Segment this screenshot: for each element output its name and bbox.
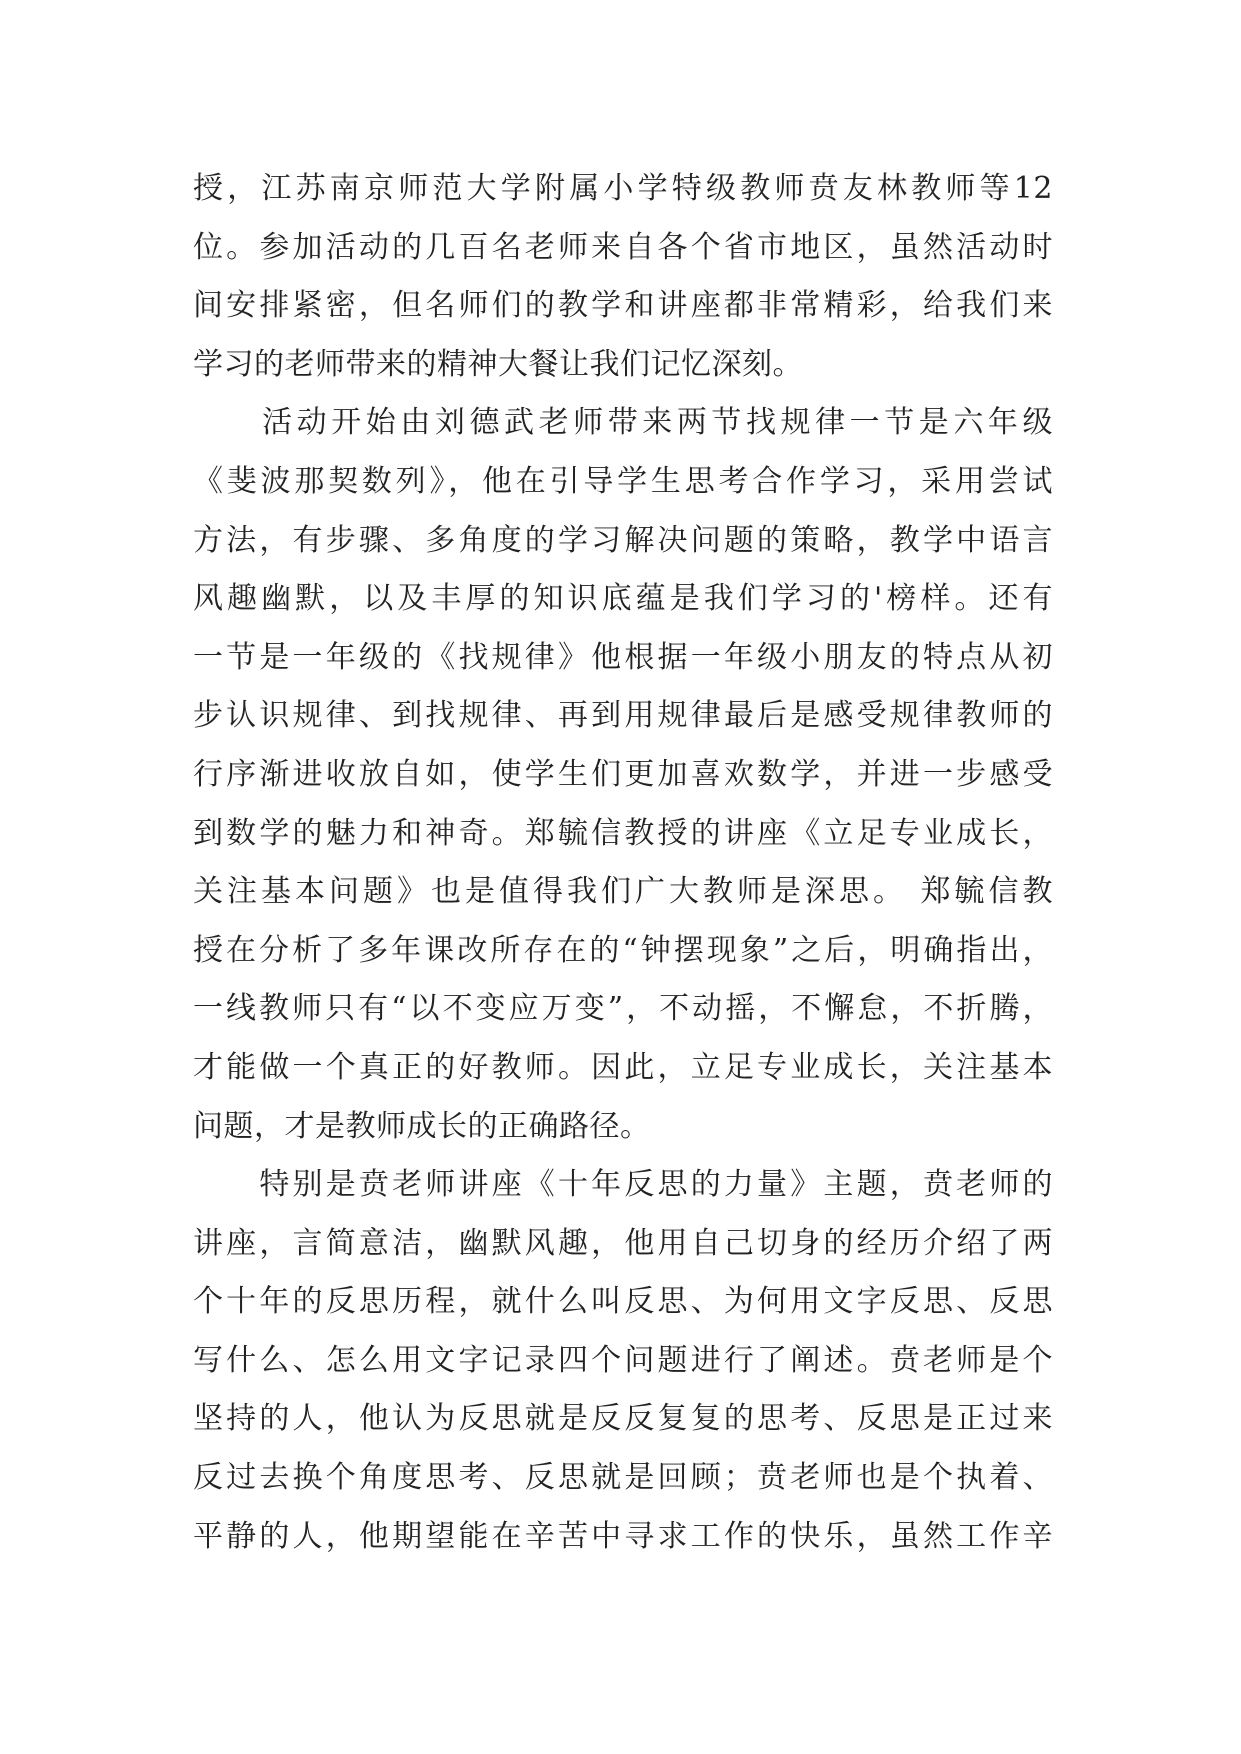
text-line: 授，江苏南京师范大学附属小学特级教师贲友林教师等12 xyxy=(193,171,1053,206)
text-line: 行序渐进收放自如，使学生们更加喜欢数学，并进一步感受 xyxy=(193,756,1053,792)
text-line: 特别是贲老师讲座《十年反思的力量》主题，贲老师的 xyxy=(193,1167,1053,1203)
body-text xyxy=(193,160,1053,1566)
text-line: 讲座，言简意洁，幽默风趣，他用自己切身的经历介绍了两 xyxy=(193,1225,1053,1261)
text-line: 问题，才是教师成长的正确路径。 xyxy=(193,1108,651,1144)
text-line: 步认识规律、到找规律、再到用规律最后是感受规律教师的 xyxy=(193,698,1053,734)
text-line: 平静的人，他期望能在辛苦中寻求工作的快乐，虽然工作辛 xyxy=(193,1518,1053,1554)
text-line: 学习的老师带来的精神大餐让我们记忆深刻。 xyxy=(193,346,803,382)
text-line: 《斐波那契数列》，他在引导学生思考合作学习，采用尝试 xyxy=(193,463,1053,499)
text-line: 反过去换个角度思考、反思就是回顾；贲老师也是个执着、 xyxy=(193,1460,1053,1496)
text-line: 一节是一年级的《找规律》他根据一年级小朋友的特点从初 xyxy=(193,639,1053,675)
text-line: 活动开始由刘德武老师带来两节找规律一节是六年级 xyxy=(193,405,1053,441)
text-line: 坚持的人，他认为反思就是反反复复的思考、反思是正过来 xyxy=(193,1401,1053,1437)
text-line: 风趣幽默，以及丰厚的知识底蕴是我们学习的'榜样。还有 xyxy=(193,581,1053,617)
text-line: 才能做一个真正的好教师。因此，立足专业成长，关注基本 xyxy=(193,1049,1053,1085)
text-line: 位。参加活动的几百名老师来自各个省市地区，虽然活动时 xyxy=(193,229,1053,265)
text-line: 写什么、怎么用文字记录四个问题进行了阐述。贲老师是个 xyxy=(193,1342,1053,1378)
text-line: 个十年的反思历程，就什么叫反思、为何用文字反思、反思 xyxy=(193,1284,1053,1320)
text-line: 授在分析了多年课改所存在的“钟摆现象”之后，明确指出， xyxy=(193,932,1053,968)
text-line: 间安排紧密，但名师们的教学和讲座都非常精彩，给我们来 xyxy=(193,288,1053,324)
text-line: 关注基本问题》也是值得我们广大教师是深思。 郑毓信教 xyxy=(193,874,1053,910)
text-line: 方法，有步骤、多角度的学习解决问题的策略，教学中语言 xyxy=(193,522,1053,558)
text-line: 一线教师只有“以不变应万变”，不动摇，不懈怠，不折腾， xyxy=(193,991,1053,1027)
text-line: 到数学的魅力和神奇。郑毓信教授的讲座《立足专业成长， xyxy=(193,815,1053,851)
